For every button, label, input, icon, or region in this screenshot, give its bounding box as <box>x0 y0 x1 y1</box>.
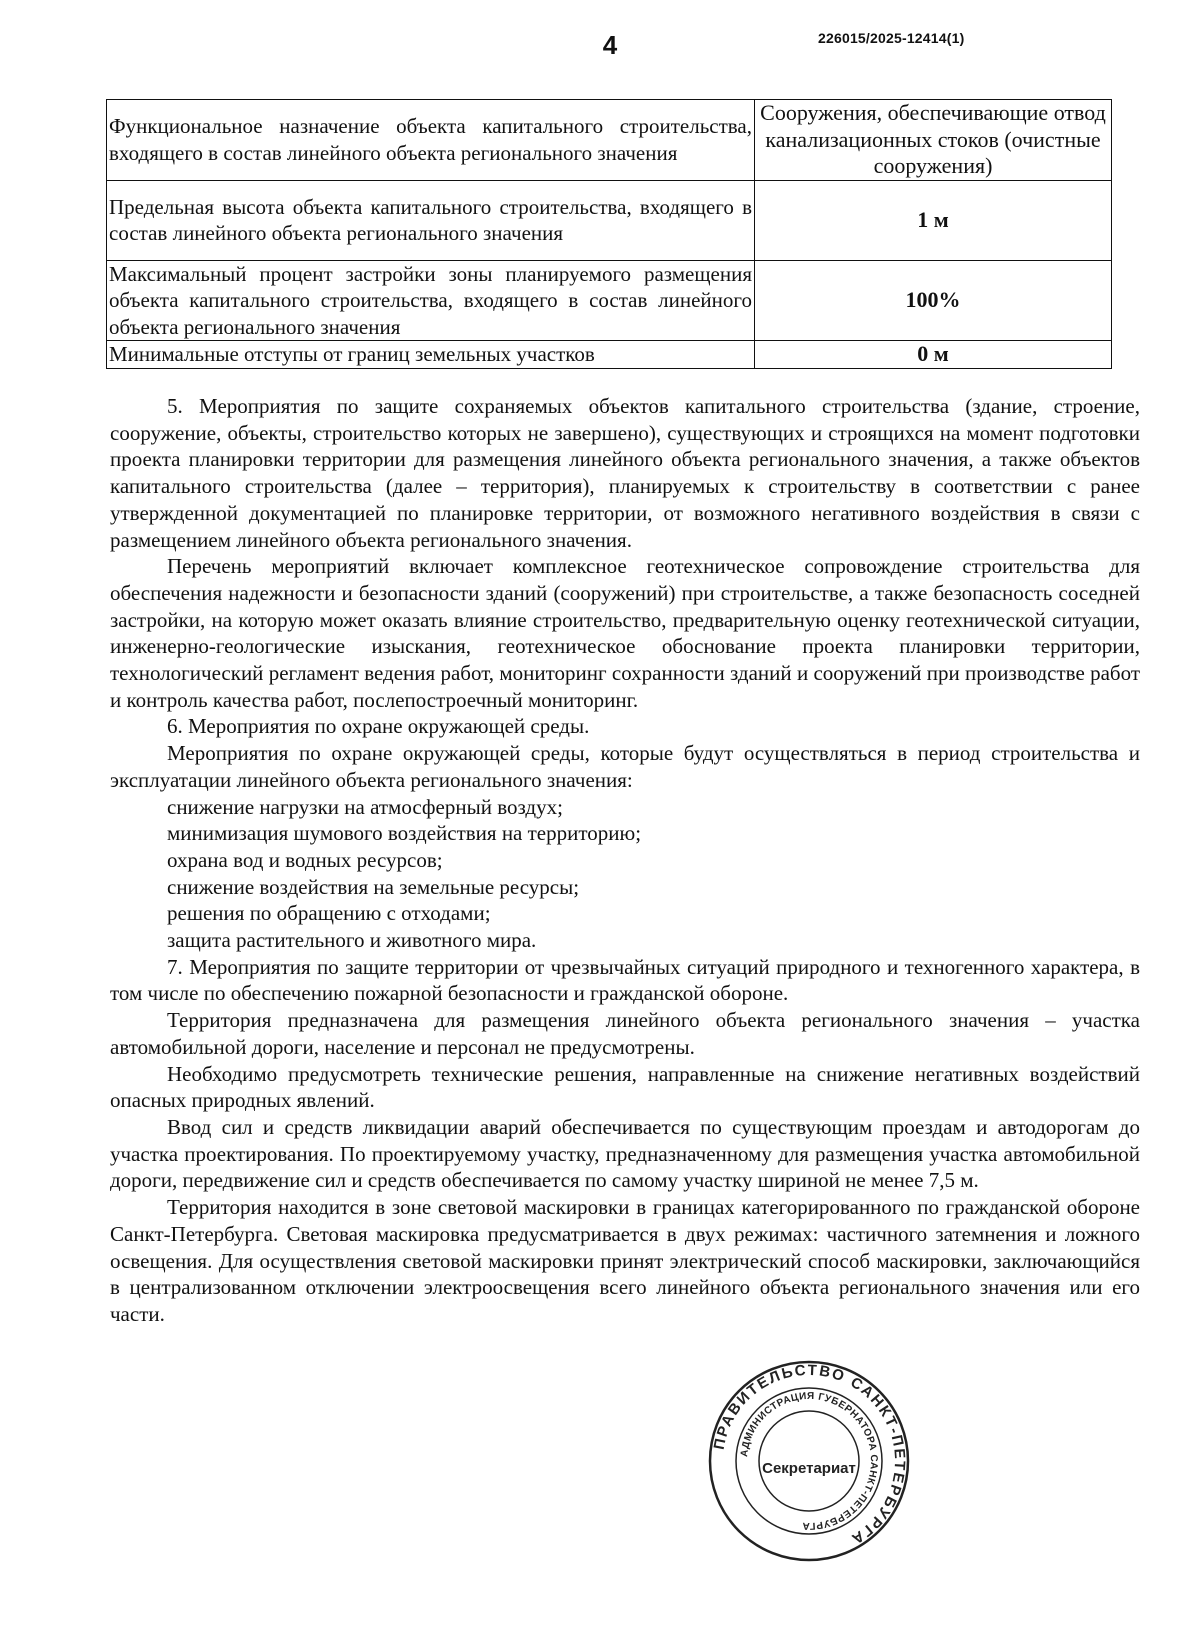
table-row <box>107 180 1112 260</box>
paragraph: Перечень мероприятий включает комплексное геотехническое сопровождение строительства для обеспечения надежности и безопасности зданий (сооружений) при строительстве, а также безопасность соседней застройки, на которую может оказать влияние строительство, предварительную оценку геотехнической ситуации, инженерно-геологические изыскания, геотехническое обоснование проекта планировки территории, технологический регламент ведения работ, мониторинг сохранности зданий и сооружений при производстве работ и контроль качества работ, послепостроечный мониторинг. <box>110 554 1140 712</box>
table-row <box>107 341 1112 369</box>
table-cell-value: 1 м <box>755 180 1112 260</box>
list-item: снижение нагрузки на атмосферный воздух; <box>167 794 563 819</box>
paragraph: Территория предназначена для размещения линейного объекта регионального значения – участка автомобильной дороги, население и персонал не предусмотрены. <box>110 1008 1140 1059</box>
list-item: решения по обращению с отходами; <box>167 901 491 926</box>
table-cell-parameter: Минимальные отступы от границ земельных участков <box>107 341 755 369</box>
table-row <box>107 100 1112 181</box>
table-cell-value: Сооружения, обеспечивающие отвод канализационных стоков (очистные сооружения) <box>755 100 1112 181</box>
section-heading: 6. Мероприятия по охране окружающей среды. <box>167 714 590 739</box>
table-row <box>107 260 1112 341</box>
seal-inner-text-path: АДМИНИСТРАЦИЯ ГУБЕРНАТОРА САНКТ-ПЕТЕРБУРГА <box>739 1390 880 1532</box>
list-item: минимизация шумового воздействия на территорию; <box>167 821 642 846</box>
table-cell-parameter: Максимальный процент застройки зоны планируемого размещения объекта капитального строительства, входящего в состав линейного объекта регионального значения <box>107 260 755 341</box>
table-cell-parameter: Предельная высота объекта капитального строительства, входящего в состав линейного объекта регионального значения <box>107 180 755 260</box>
table-cell-value: 0 м <box>755 341 1112 369</box>
list-item: снижение воздействия на земельные ресурсы; <box>167 874 580 899</box>
seal-outer-text-path: ПРАВИТЕЛЬСТВО САНКТ-ПЕТЕРБУРГА <box>710 1361 909 1549</box>
parameters-table <box>106 99 1112 369</box>
paragraph: Территория находится в зоне световой маскировки в границах категорированного по гражданской обороне Санкт-Петербурга. Световая маскировка предусматривается в двух режимах: частичного затемнения и ложного освещения. Для осуществления световой маскировки принят электрический способ маскировки, заключающийся в централизованном отключении электроосвещения всего линейного объекта регионального значения или его части. <box>110 1195 1140 1326</box>
list-item: защита растительного и животного мира. <box>167 928 537 953</box>
paragraph: Мероприятия по охране окружающей среды, которые будут осуществляться в период строительства и эксплуатации линейного объекта регионального значения: <box>110 741 1140 792</box>
paragraph: 5. Мероприятия по защите сохраняемых объектов капитального строительства (здание, строение, сооружение, объекты, строительство которых не завершено), существующих и строящихся на момент подготовки проекта планировки территории для размещения линейного объекта регионального значения, а также объектов капитального строительства (далее – территория), планируемых к строительству в соответствии с ранее утвержденной документацией по планировке территории, от возможного негативного воздействия в связи с размещением линейного объекта регионального значения. <box>110 394 1140 552</box>
seal-center-label: Секретариат <box>762 1460 856 1477</box>
table-cell-parameter: Функциональное назначение объекта капитального строительства, входящего в состав линейного объекта регионального значения <box>107 100 755 181</box>
paragraph: Ввод сил и средств ликвидации аварий обеспечивается по существующим проездам и автодорогам до участка проектирования. По проектируемому участку, предназначенному для размещения участка автомобильной дороги, передвижение сил и средств обеспечивается по самому участку шириной не менее 7,5 м. <box>110 1114 1140 1193</box>
paragraph: Необходимо предусмотреть технические решения, направленные на снижение негативных воздействий опасных природных явлений. <box>110 1061 1140 1113</box>
table-cell-value: 100% <box>755 260 1112 341</box>
list-item: охрана вод и водных ресурсов; <box>167 847 443 872</box>
document-body <box>110 393 1140 1328</box>
page-number: 4 <box>602 30 618 60</box>
document-id: 226015/2025-12414(1) <box>818 30 965 46</box>
section-heading: 7. Мероприятия по защите территории от чрезвычайных ситуаций природного и техногенного характера, в том числе по обеспечению пожарной безопасности и гражданской обороне. <box>110 954 1140 1006</box>
